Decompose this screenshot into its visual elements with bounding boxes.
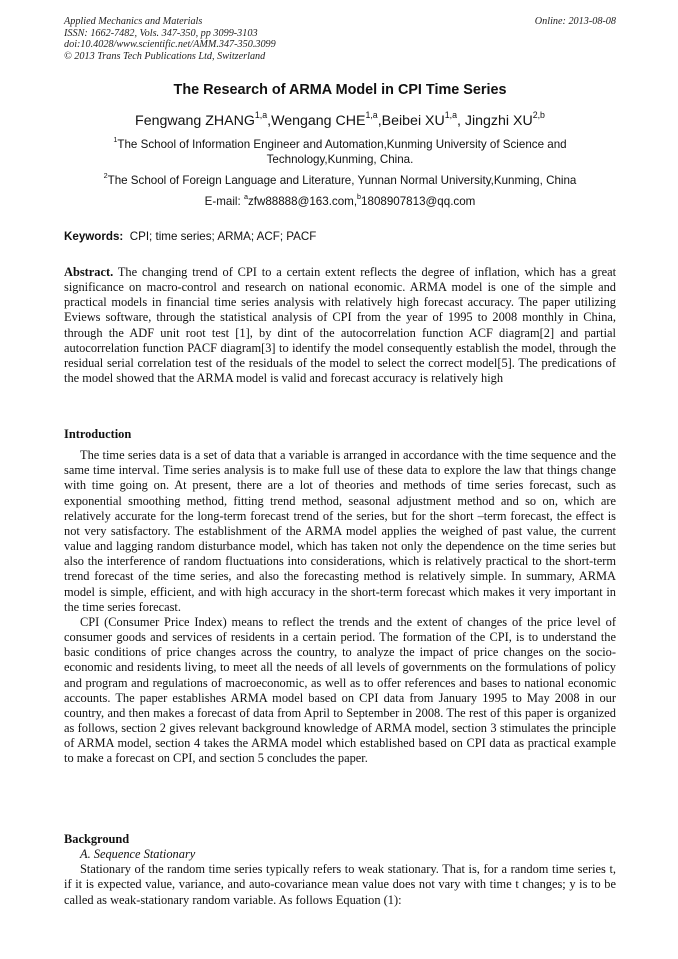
keywords — [64, 230, 616, 245]
affiliation-2 — [64, 171, 616, 189]
background-section — [64, 832, 616, 908]
author-name: Wengang CHE — [271, 113, 366, 129]
paragraph: Stationary of the random time series typically refers to weak stationary. That is, for a random time series t, if it is expected value, variance, and auto-covariance mean value does not vary with time t changes; y is to be called as weak-stationary random variable. As follows Equation (1): — [64, 862, 616, 907]
affiliation-text: The School of Information Engineer and Automation,Kunming University of Science and Technology,Kunming, China. — [117, 138, 567, 166]
affiliation-mark: 1 — [113, 135, 118, 145]
author-affiliation-mark: 1,a — [365, 109, 378, 120]
issn-line: ISSN: 1662-7482, Vols. 347-350, pp 3099-3103 — [64, 27, 258, 39]
keywords-label: Keywords: — [64, 230, 124, 243]
email-link[interactable]: 1808907813@qq.com — [361, 195, 476, 208]
abstract — [64, 265, 616, 386]
author-affiliation-mark: 1,a — [444, 109, 457, 120]
abstract-label: Abstract. — [64, 265, 114, 279]
author-name: Fengwang ZHANG — [135, 113, 255, 129]
doi-line: doi:10.4028/www.scientific.net/AMM.347-350.3099 — [64, 39, 276, 51]
author-affiliation-mark: 1,a — [254, 109, 268, 120]
email-mark: a — [243, 192, 248, 202]
email-mark: b — [357, 192, 362, 202]
paragraph: CPI (Consumer Price Index) means to reflect the trends and the extent of changes of the price level of consumer goods and services of residents in a certain period. The formation of the CPI, is to understand the basic conditions of price changes across the country, to analyze the impact of price changes on the socio-economic and residents living, to meet all the needs of all levels of governments on the formulations of policy and program and regulations of macroeconomic, as well as to offer references and bases to national economic accounts. The paper establishes ARMA model based on CPI data from January 1995 to May 2008 in our country, and then makes a forecast of data from April to September in 2008. The rest of this paper is organized as follows, section 2 gives relevant background knowledge of ARMA model, section 3 stimulates the principle of ARMA model, section 4 takes the ARMA model which established based on CPI data as practical example to make a forecast on CPI, and section 5 concludes the paper. — [64, 614, 616, 766]
author-affiliation-mark: 2,b — [532, 109, 545, 120]
abstract-text: The changing trend of CPI to a certain extent reflects the degree of inflation, which has a great significance on macro-control and research on national economic. ARMA model is one of the simple and practical models in financial time series analysis with relatively high forecast accuracy. The paper utilizing Eviews software, through the statistical analysis of CPI from the year of 1995 to 2008 monthly in China, through the ADF unit root test [1], by dint of the autocorrelation function ACF diagram[2] and partial autocorrelation function PACF diagram[3] to identify the model consequently establish the model, through the residual serial correlation test of the residuals of the model to select the correct model[5]. The predications of the model showed that the ARMA model is valid and forecast accuracy is relatively high — [64, 265, 617, 386]
copyright-line: © 2013 Trans Tech Publications Ltd, Switzerland — [64, 50, 266, 62]
section-heading: Introduction — [64, 427, 132, 441]
keywords-text: CPI; time series; ARMA; ACF; PACF — [129, 230, 317, 243]
email-label: E-mail: — [204, 195, 244, 208]
author-name: Beibei XU — [381, 113, 445, 129]
subsection-heading: A. Sequence Stationary — [80, 847, 196, 862]
section-heading: Background — [64, 832, 130, 846]
affiliation-text: The School of Foreign Language and Literature, Yunnan Normal University,Kunming, China — [107, 174, 577, 187]
paragraph: The time series data is a set of data that a variable is arranged in accordance with the time sequence and the same time interval. Time series analysis is to make full use of these data to explore the law that things change with time going on. At present, there are a lot of theories and methods of time series forecast, such as exponential smoothing method, fitting trend method, seasonal adjustment method and so on, which are relatively accurate for the long-term forecast trend of the series, but for the short –term forecast, the effect is not very satisfactory. The establishment of the ARMA model applies the weighed of past value, the current value and lagging random disturbance model, which has taken not only the dependence on the time series but also the interference of random fluctuations into considerations, which is relatively practical to the short-term trend forecast of the time series, and also the forecasting method is relatively simple. In summary, ARMA model is simple, efficient, and with high accuracy in the short-term forecast which makes it very important in the time series forecast. — [64, 448, 616, 614]
author-name: Jingzhi XU — [464, 113, 533, 129]
paper-title: The Research of ARMA Model in CPI Time Series — [173, 82, 507, 98]
journal-header — [64, 16, 616, 62]
affiliation-1 — [64, 135, 616, 167]
online-date: Online: 2013-08-08 — [534, 16, 616, 27]
email-link[interactable]: zfw88888@163.com, — [247, 195, 358, 208]
introduction-section — [64, 427, 616, 766]
email-line — [64, 192, 616, 210]
journal-name: Applied Mechanics and Materials — [64, 16, 203, 27]
author-list: Fengwang ZHANG$^{1,a}$,Wengang CHE$^{1,a}$,Beibei XU$^{1,a}$, Jingzhi XU$^{2,b}$ — [135, 109, 545, 129]
affiliation-mark: 2 — [103, 171, 108, 181]
